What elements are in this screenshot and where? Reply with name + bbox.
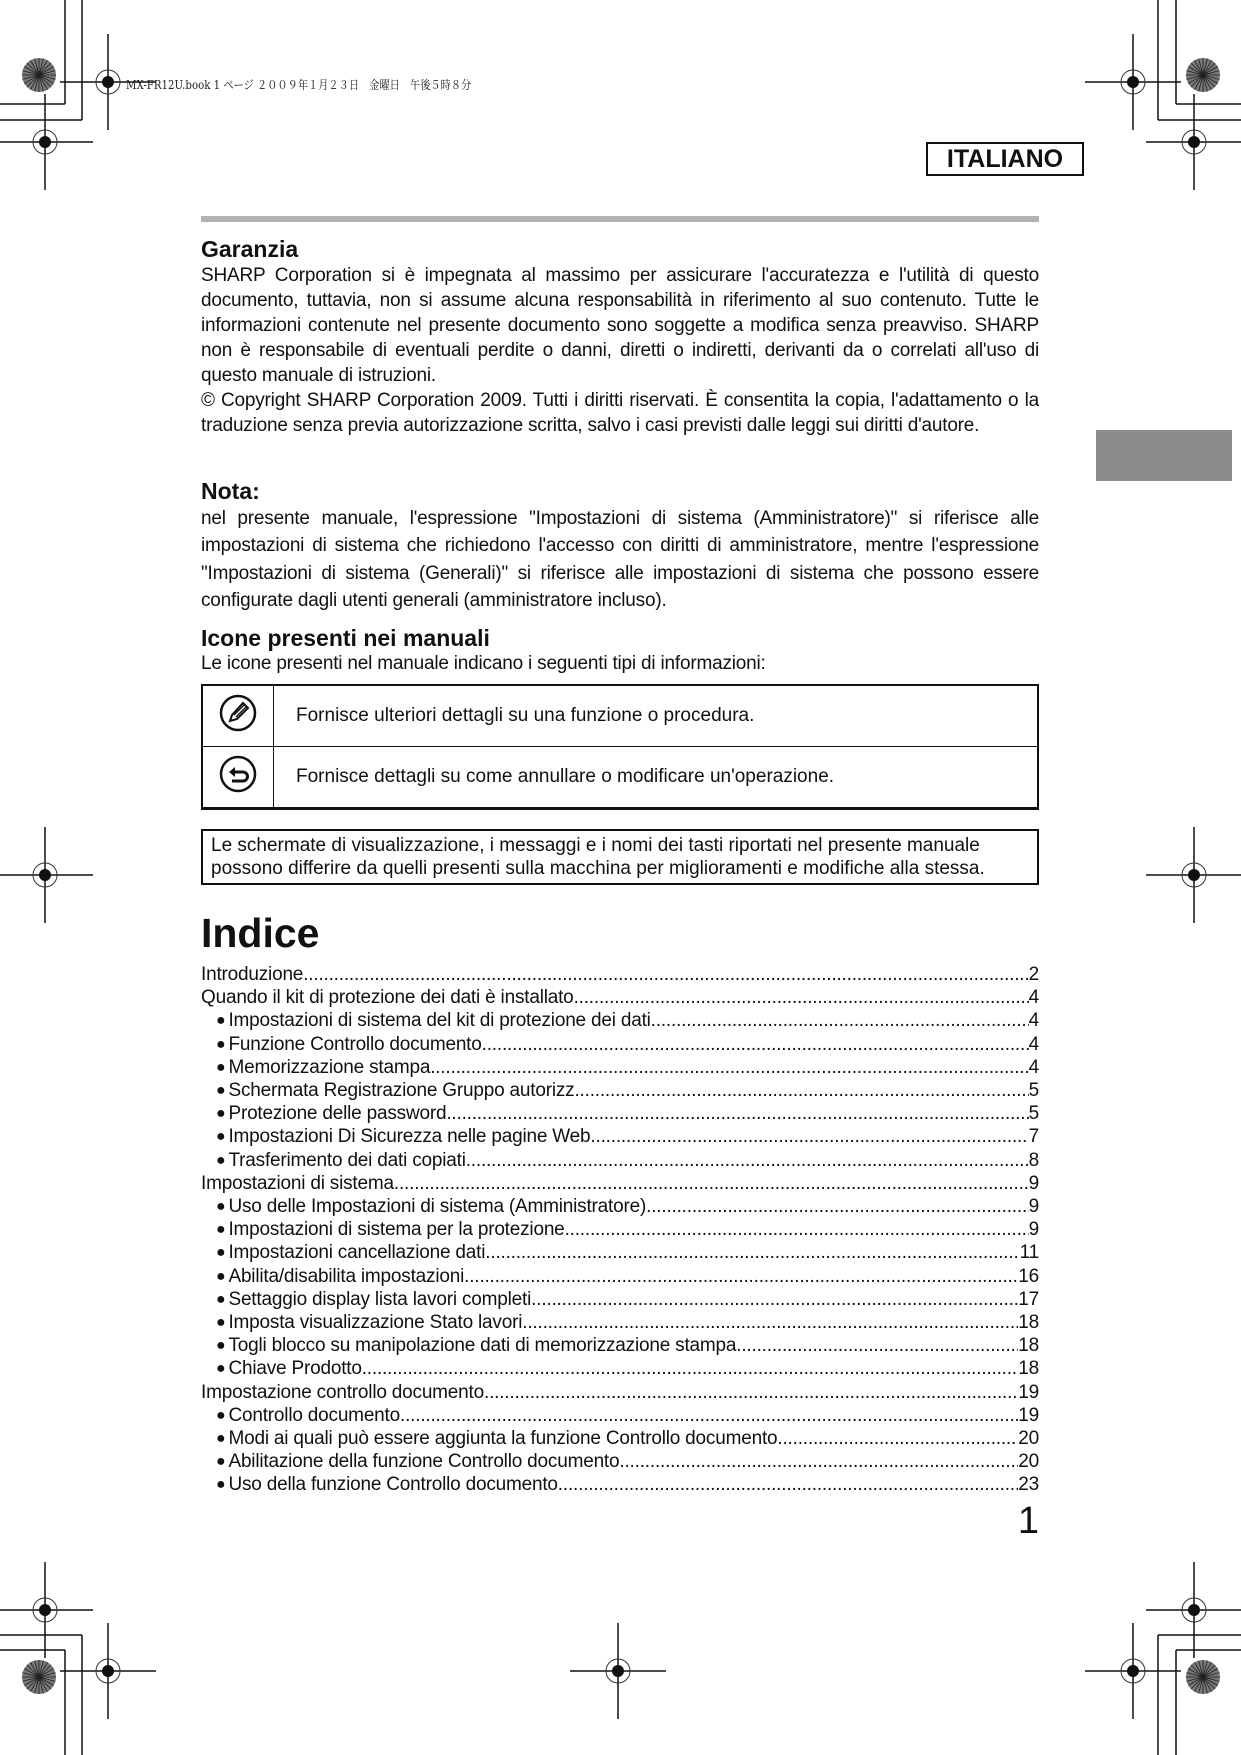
toc-entry[interactable] bbox=[201, 1241, 1039, 1264]
toc-leader bbox=[522, 1311, 1018, 1334]
bullet-icon: ● bbox=[216, 1035, 226, 1053]
toc-page: 16 bbox=[1018, 1265, 1039, 1287]
toc-leader bbox=[580, 1079, 1029, 1102]
toc-page: 9 bbox=[1028, 1172, 1039, 1194]
toc-entry[interactable] bbox=[201, 1149, 1039, 1172]
side-tab bbox=[1096, 430, 1232, 481]
toc-page: 17 bbox=[1018, 1288, 1039, 1310]
indice-title: Indice bbox=[201, 910, 320, 956]
bullet-icon: ● bbox=[216, 1128, 226, 1146]
toc-page: 8 bbox=[1028, 1149, 1039, 1171]
bullet-icon: ● bbox=[216, 1198, 226, 1216]
toc-entry[interactable] bbox=[201, 1450, 1039, 1473]
bullet-icon: ● bbox=[216, 1058, 226, 1076]
page-number: 1 bbox=[1017, 1500, 1039, 1542]
toc-label: Settaggio display lista lavori completi. bbox=[228, 1288, 537, 1310]
toc-leader bbox=[485, 1241, 1019, 1264]
toc-label: Imposta visualizzazione Stato lavori bbox=[228, 1312, 523, 1334]
toc-leader bbox=[484, 1381, 1018, 1404]
toc-entry[interactable] bbox=[201, 986, 1039, 1009]
icon-description: Fornisce dettagli su come annullare o modificare un'operazione. bbox=[274, 747, 1039, 809]
bullet-icon: ● bbox=[216, 1151, 226, 1169]
toc-entry[interactable] bbox=[201, 1381, 1039, 1404]
toc-leader bbox=[558, 1473, 1018, 1496]
toc-page: 4 bbox=[1028, 987, 1039, 1009]
toc-leader bbox=[362, 1357, 1019, 1380]
toc-entry[interactable] bbox=[201, 1033, 1039, 1056]
toc-page: 7 bbox=[1028, 1126, 1039, 1148]
toc-label: Introduzione bbox=[201, 964, 304, 985]
bullet-icon: ● bbox=[216, 1430, 226, 1448]
crosshair-mark-icon bbox=[60, 1623, 156, 1719]
crosshair-mark-icon bbox=[1146, 827, 1241, 923]
toc-entry[interactable] bbox=[201, 1102, 1039, 1125]
toc-page: 5 bbox=[1028, 1080, 1039, 1102]
toc-leader bbox=[400, 1404, 1018, 1427]
toc-label: Togli blocco su manipolazione dati di memorizzazione stampa bbox=[228, 1335, 737, 1357]
crosshair-mark-icon bbox=[1085, 1623, 1181, 1719]
bullet-icon: ● bbox=[216, 1244, 226, 1262]
toc-leader bbox=[394, 1172, 1029, 1195]
starburst-mark-icon bbox=[1186, 1660, 1220, 1694]
toc-page: 19 bbox=[1018, 1381, 1039, 1403]
nota-section bbox=[201, 478, 1039, 615]
crosshair-mark-icon bbox=[1146, 94, 1241, 190]
toc-entry[interactable] bbox=[201, 1056, 1039, 1079]
toc-page: 20 bbox=[1018, 1428, 1039, 1450]
toc-entry[interactable] bbox=[201, 1473, 1039, 1496]
toc-label: Schermata Registrazione Gruppo autorizz. bbox=[228, 1080, 580, 1102]
toc-label: Protezione delle password bbox=[228, 1103, 447, 1125]
starburst-mark-icon bbox=[22, 1660, 56, 1694]
toc-leader bbox=[466, 1149, 1029, 1172]
toc-entry[interactable] bbox=[201, 1357, 1039, 1380]
toc-page: 23 bbox=[1018, 1474, 1039, 1496]
crosshair-mark-icon bbox=[1085, 34, 1181, 130]
toc-entry[interactable] bbox=[201, 1009, 1039, 1032]
crosshair-mark-icon bbox=[1146, 1562, 1241, 1658]
garanzia-title: Garanzia bbox=[201, 236, 299, 262]
toc-leader bbox=[619, 1450, 1018, 1473]
toc-leader bbox=[464, 1265, 1018, 1288]
toc-page: 9 bbox=[1028, 1219, 1039, 1241]
icone-intro: Le icone presenti nel manuale indicano i seguenti tipi di informazioni: bbox=[201, 653, 766, 674]
notice-box: Le schermate di visualizzazione, i messaggi e i nomi dei tasti riportati nel presente manuale possono differire da quelli presenti sulla macchina per miglioramenti e modifiche alla stessa. bbox=[201, 829, 1039, 885]
toc-leader bbox=[651, 1009, 1029, 1032]
toc-page: 18 bbox=[1018, 1358, 1039, 1380]
garanzia-section bbox=[201, 236, 1039, 438]
toc-page: 20 bbox=[1018, 1451, 1039, 1473]
toc-page: 9 bbox=[1028, 1196, 1039, 1218]
toc-label: Impostazioni di sistema bbox=[201, 1172, 394, 1194]
toc-page: 18 bbox=[1018, 1335, 1039, 1357]
toc-entry[interactable] bbox=[201, 1172, 1039, 1195]
toc-page: 4 bbox=[1028, 1033, 1039, 1055]
bullet-icon: ● bbox=[216, 1267, 226, 1285]
bullet-icon: ● bbox=[216, 1221, 226, 1239]
top-rule bbox=[201, 216, 1039, 222]
toc-leader bbox=[303, 963, 1028, 986]
toc-label: Impostazione controllo documento bbox=[201, 1381, 484, 1403]
crosshair-mark-icon bbox=[0, 94, 93, 190]
toc-leader bbox=[565, 1218, 1029, 1241]
toc-leader bbox=[777, 1427, 1018, 1450]
nota-title: Nota: bbox=[201, 478, 260, 504]
toc-page: 19 bbox=[1018, 1404, 1039, 1426]
bullet-icon: ● bbox=[216, 1105, 226, 1123]
bullet-icon: ● bbox=[216, 1476, 226, 1494]
nota-body: nel presente manuale, l'espressione "Impostazioni di sistema (Amministratore)" si riferisce alle impostazioni di sistema che richiedono l'accesso con diritti di amministratore, mentre l'espressione "Impostazioni di sistema (Generali)" si riferisce alle impostazioni di sistema che possono essere configurate dagli utenti generali (amministratore incluso). bbox=[201, 508, 1039, 612]
bullet-icon: ● bbox=[216, 1082, 226, 1100]
toc-page: 4 bbox=[1028, 1010, 1039, 1032]
toc-page: 2 bbox=[1028, 964, 1039, 985]
crosshair-mark-icon bbox=[570, 1623, 666, 1719]
toc-entry[interactable] bbox=[201, 1311, 1039, 1334]
toc-leader bbox=[482, 1033, 1029, 1056]
language-label: ITALIANO bbox=[926, 142, 1084, 176]
toc-leader bbox=[430, 1056, 1028, 1079]
table-of-contents bbox=[201, 963, 1039, 1497]
toc-page: 4 bbox=[1028, 1056, 1039, 1078]
toc-page: 18 bbox=[1018, 1312, 1039, 1334]
toc-entry[interactable] bbox=[201, 1195, 1039, 1218]
icone-section bbox=[201, 625, 1039, 810]
toc-label: Abilitazione della funzione Controllo documento bbox=[228, 1451, 620, 1473]
crosshair-mark-icon bbox=[0, 827, 93, 923]
toc-label: Memorizzazione stampa bbox=[228, 1056, 431, 1078]
bullet-icon: ● bbox=[216, 1337, 226, 1355]
toc-entry[interactable] bbox=[201, 1334, 1039, 1357]
toc-label: Impostazioni cancellazione dati bbox=[228, 1242, 486, 1264]
bullet-icon: ● bbox=[216, 1453, 226, 1471]
toc-page: 11 bbox=[1019, 1242, 1039, 1264]
undo-arrow-icon bbox=[218, 754, 258, 794]
icons-table bbox=[201, 684, 1039, 810]
toc-entry[interactable] bbox=[201, 1218, 1039, 1241]
toc-entry[interactable] bbox=[201, 1265, 1039, 1288]
copyright-text: © Copyright SHARP Corporation 2009. Tutti i diritti riservati. È consentita la copia, l'adattamento o la traduzione senza previa autorizzazione scritta, salvo i casi previsti dalle leggi sui diritti d'autore. bbox=[201, 390, 1039, 436]
toc-label: Uso della funzione Controllo documento bbox=[228, 1474, 558, 1496]
table-row bbox=[202, 685, 1038, 747]
toc-page: 5 bbox=[1028, 1103, 1039, 1125]
toc-leader bbox=[646, 1195, 1029, 1218]
toc-entry[interactable] bbox=[201, 1079, 1039, 1102]
toc-label: Chiave Prodotto bbox=[228, 1358, 362, 1380]
toc-label: Impostazioni Di Sicurezza nelle pagine Web bbox=[228, 1126, 591, 1148]
crosshair-mark-icon bbox=[0, 1562, 93, 1658]
toc-entry[interactable] bbox=[201, 963, 1039, 986]
garanzia-body: SHARP Corporation si è impegnata al massimo per assicurare l'accuratezza e l'utilità di questo documento, tuttavia, non si assume alcuna responsabilità in riferimento al suo contenuto. Tutte le informazioni contenute nel presente documento sono soggette a modifica senza preavviso. SHARP non è responsabile di eventuali perdite o danni, diretti o indiretti, derivanti da o correlati all'uso di questo manuale di istruzioni. bbox=[201, 265, 1039, 386]
toc-entry[interactable] bbox=[201, 1125, 1039, 1148]
toc-leader bbox=[736, 1334, 1018, 1357]
bullet-icon: ● bbox=[216, 1314, 226, 1332]
bullet-icon: ● bbox=[216, 1406, 226, 1424]
toc-label: Modi ai quali può essere aggiunta la funzione Controllo documento bbox=[228, 1428, 778, 1450]
bullet-icon: ● bbox=[216, 1012, 226, 1030]
print-header-line: MX-FR12U.book 1 ページ ２００９年１月２３日 金曜日 午後５時８分 bbox=[126, 78, 472, 92]
toc-entry[interactable] bbox=[201, 1404, 1039, 1427]
toc-label: Funzione Controllo documento bbox=[228, 1033, 482, 1055]
toc-label: Controllo documento bbox=[228, 1404, 400, 1426]
toc-label: Uso delle Impostazioni di sistema (Amministratore) bbox=[228, 1196, 647, 1218]
toc-leader bbox=[446, 1102, 1028, 1125]
toc-label: Impostazioni di sistema per la protezione bbox=[228, 1219, 565, 1241]
icon-description: Fornisce ulteriori dettagli su una funzione o procedura. bbox=[274, 685, 1039, 747]
toc-label: Trasferimento dei dati copiati bbox=[228, 1149, 466, 1171]
starburst-mark-icon bbox=[1186, 58, 1220, 92]
toc-label: Impostazioni di sistema del kit di protezione dei dati bbox=[228, 1010, 651, 1032]
toc-leader bbox=[590, 1125, 1028, 1148]
toc-label: Abilita/disabilita impostazioni bbox=[228, 1265, 465, 1287]
toc-entry[interactable] bbox=[201, 1288, 1039, 1311]
icone-title: Icone presenti nei manuali bbox=[201, 625, 490, 651]
table-row bbox=[202, 747, 1038, 809]
toc-leader bbox=[574, 986, 1029, 1009]
toc-entry[interactable] bbox=[201, 1427, 1039, 1450]
bullet-icon: ● bbox=[216, 1360, 226, 1378]
toc-leader bbox=[536, 1288, 1018, 1311]
pencil-icon bbox=[218, 693, 258, 733]
starburst-mark-icon bbox=[22, 58, 56, 92]
toc-label: Quando il kit di protezione dei dati è installato bbox=[201, 987, 574, 1009]
bullet-icon: ● bbox=[216, 1290, 226, 1308]
